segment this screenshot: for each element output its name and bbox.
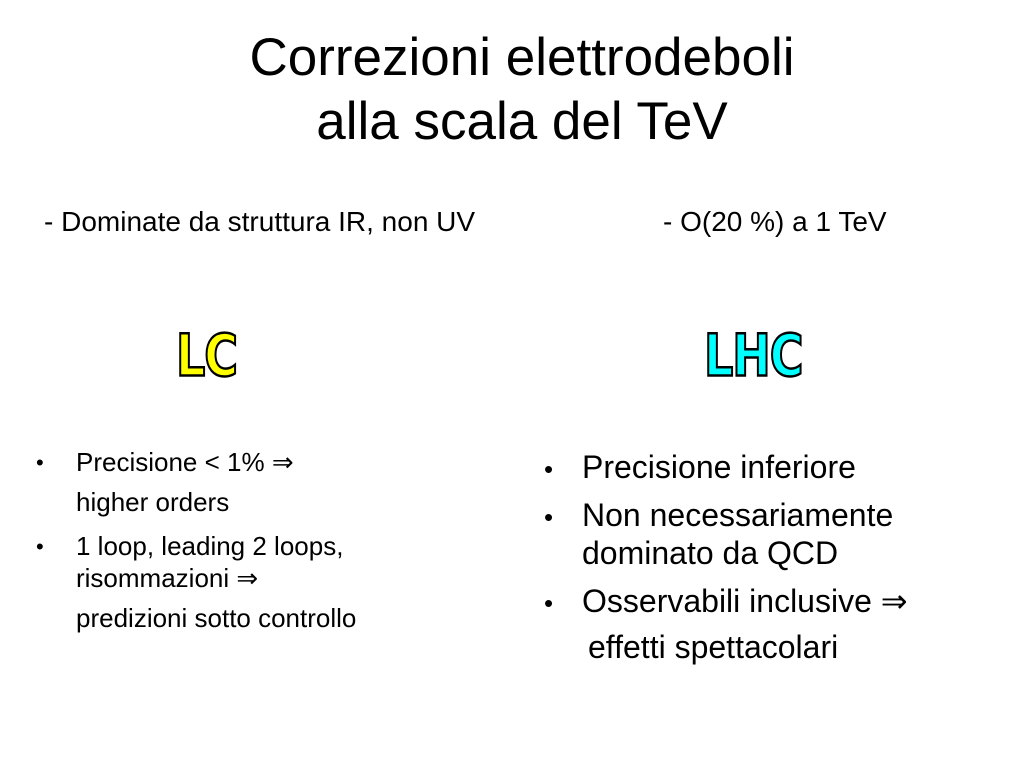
list-item — [36, 446, 496, 518]
list-item-continuation: effetti spettacolari — [588, 629, 839, 665]
subtitle-right: - O(20 %) a 1 TeV — [663, 206, 887, 237]
list-item — [544, 582, 1014, 666]
bullet-icon: • — [544, 454, 554, 484]
list-item — [544, 448, 1014, 486]
slide-title — [0, 26, 1024, 154]
list-item — [544, 496, 1014, 572]
list-item-text: 1 loop, leading 2 loops, risommazioni ⇒ — [76, 531, 344, 593]
list-item-continuation: higher orders — [76, 487, 230, 517]
list-item — [36, 530, 496, 634]
title-line-2: alla scala del TeV — [316, 92, 728, 151]
subtitle-left: - Dominate da struttura IR, non UV — [44, 206, 476, 237]
right-bullet-list — [544, 448, 1014, 666]
bullet-icon: • — [36, 450, 44, 475]
list-item-text: Precisione inferiore — [582, 449, 856, 485]
bullet-icon: • — [36, 534, 44, 559]
bullet-icon: • — [544, 588, 554, 618]
list-item-text: Precisione < 1% ⇒ — [76, 447, 294, 477]
badge-lhc: LHC — [704, 321, 803, 390]
list-item-text: Non necessariamente dominato da QCD — [582, 497, 894, 571]
left-bullet-list — [36, 446, 496, 634]
bullet-icon: • — [544, 502, 554, 532]
list-item-continuation: predizioni sotto controllo — [76, 603, 357, 633]
badge-lc: LC — [176, 321, 238, 390]
title-line-1: Correzioni elettrodeboli — [249, 28, 795, 87]
list-item-text: Osservabili inclusive ⇒ — [582, 583, 908, 619]
